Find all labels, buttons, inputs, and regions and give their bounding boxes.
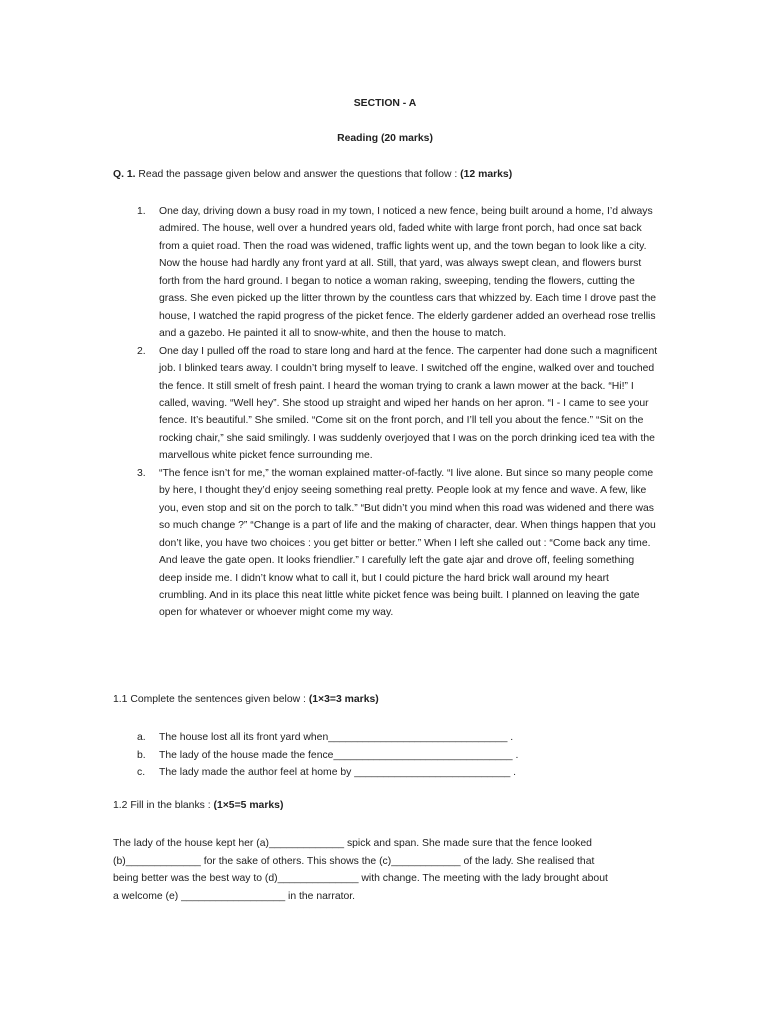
question-1-2-heading: [113, 800, 283, 811]
passage-paragraph-3: [0, 465, 659, 622]
item-letter: c.: [137, 767, 146, 778]
paragraph-text: One day, driving down a busy road in my town, I noticed a new fence, being built around a home, I’d always admired. The house, well over a hundred years old, faded white with large front porch, had once sat back from a quiet road. Then the road was widened, traffic lights went up, and the town began to look like a city. Now the house had hardly any front yard at all. Still, that yard, was always swept clean, and flowers burst forth from the hard ground. I began to notice a woman raking, sweeping, tending the flowers, cutting the grass. She even picked up the litter thrown by the countless cars that whizzed by. Each time I drove past the house, I watched the rapid progress of the picket fence. The elderly gardener added an overhead rose trellis and a gazebo. He painted it all to snow-white, and then the house to match.: [159, 206, 657, 340]
item-text: The lady made the author feel at home by ___________________________ .: [159, 767, 517, 778]
item-letter: a.: [137, 732, 146, 743]
passage-paragraph-1: [0, 203, 659, 343]
passage-list: [0, 203, 659, 622]
blanks-line: a welcome (e) __________________ in the narrator.: [113, 890, 356, 902]
question-1-1-text: 1.1 Complete the sentences given below :: [113, 694, 309, 705]
question-1-1-marks: (1×3=3 marks): [308, 694, 379, 705]
question-1-heading: [113, 169, 512, 180]
reading-title: Reading (20 marks): [337, 133, 433, 144]
passage-paragraph-2: [0, 343, 659, 465]
question-1-marks: (12 marks): [460, 169, 513, 180]
question-1-1-heading: [113, 694, 379, 705]
sentence-item-a: [0, 729, 518, 747]
item-letter: b.: [137, 749, 146, 761]
section-title: SECTION - A: [353, 98, 417, 109]
paragraph-text: “The fence isn’t for me,” the woman explained matter-of-factly. “I live alone. But since so many people come by here, I thought they’d enjoy seeing something real pretty. People look at my fence and wave. A few, like you, even stop and sit on the porch to talk.” “But didn’t you mind when this road was widened and there was so much change ?” “Change is a part of life and the making of character, dear. When things happen that you don’t like, you have two choices : you get bitter or better.” When I left she called out : “Come back any time. And leave the gate open. It looks friendlier.” I carefully left the gate ajar and drove off, feeling something deep inside me. I didn’t know what to call it, but I could picture the hard brick wall around my heart crumbling. And in its place this neat little white picket fence was being built. I planned on leaving the gate open for whatever or whoever might come my way.: [159, 467, 656, 619]
paragraph-number: 2.: [137, 345, 146, 357]
question-1-2-text: 1.2 Fill in the blanks :: [113, 800, 214, 811]
blanks-line: The lady of the house kept her (a)_____________ spick and span. She made sure that the fence looked: [113, 838, 592, 849]
paragraph-number: 3.: [137, 467, 146, 479]
paragraph-text: One day I pulled off the road to stare long and hard at the fence. The carpenter had done such a magnificent job. I blinked tears away. I couldn’t bring myself to leave. I switched off the engine, walked over and touched the fence. It still smelt of fresh paint. I heard the woman trying to crank a lawn mower at the back. “Hi!” I called, waving. “Well hey”. She stood up straight and wiped her hands on her apron. “I - I came to see your fence. It’s beautiful.” She smiled. “Come sit on the front porch, and I’ll tell you about the fence.” “Sit on the rocking chair,” she said smilingly. I was suddenly overjoyed that I was on the porch drinking iced tea with the marvellous white picket fence surrounding me.: [159, 345, 658, 462]
paragraph-number: 1.: [137, 206, 146, 217]
question-1-text: Read the passage given below and answer the questions that follow :: [135, 169, 461, 180]
fill-in-blanks-paragraph: [113, 835, 658, 905]
blanks-line: (b)_____________ for the sake of others. This shows the (c)____________ of the lady. She realised that: [113, 855, 595, 867]
item-text: The house lost all its front yard when_______________________________ .: [159, 732, 514, 743]
question-1-label: Q. 1.: [113, 169, 136, 180]
sentence-item-b: [0, 747, 518, 765]
item-text: The lady of the house made the fence_______________________________ .: [159, 749, 519, 761]
sentence-item-c: [0, 764, 518, 782]
blanks-line: being better was the best way to (d)______________ with change. The meeting with the lady brought about: [113, 873, 608, 885]
sentence-completion-list: [0, 729, 518, 782]
question-1-2-marks: (1×5=5 marks): [213, 800, 284, 811]
